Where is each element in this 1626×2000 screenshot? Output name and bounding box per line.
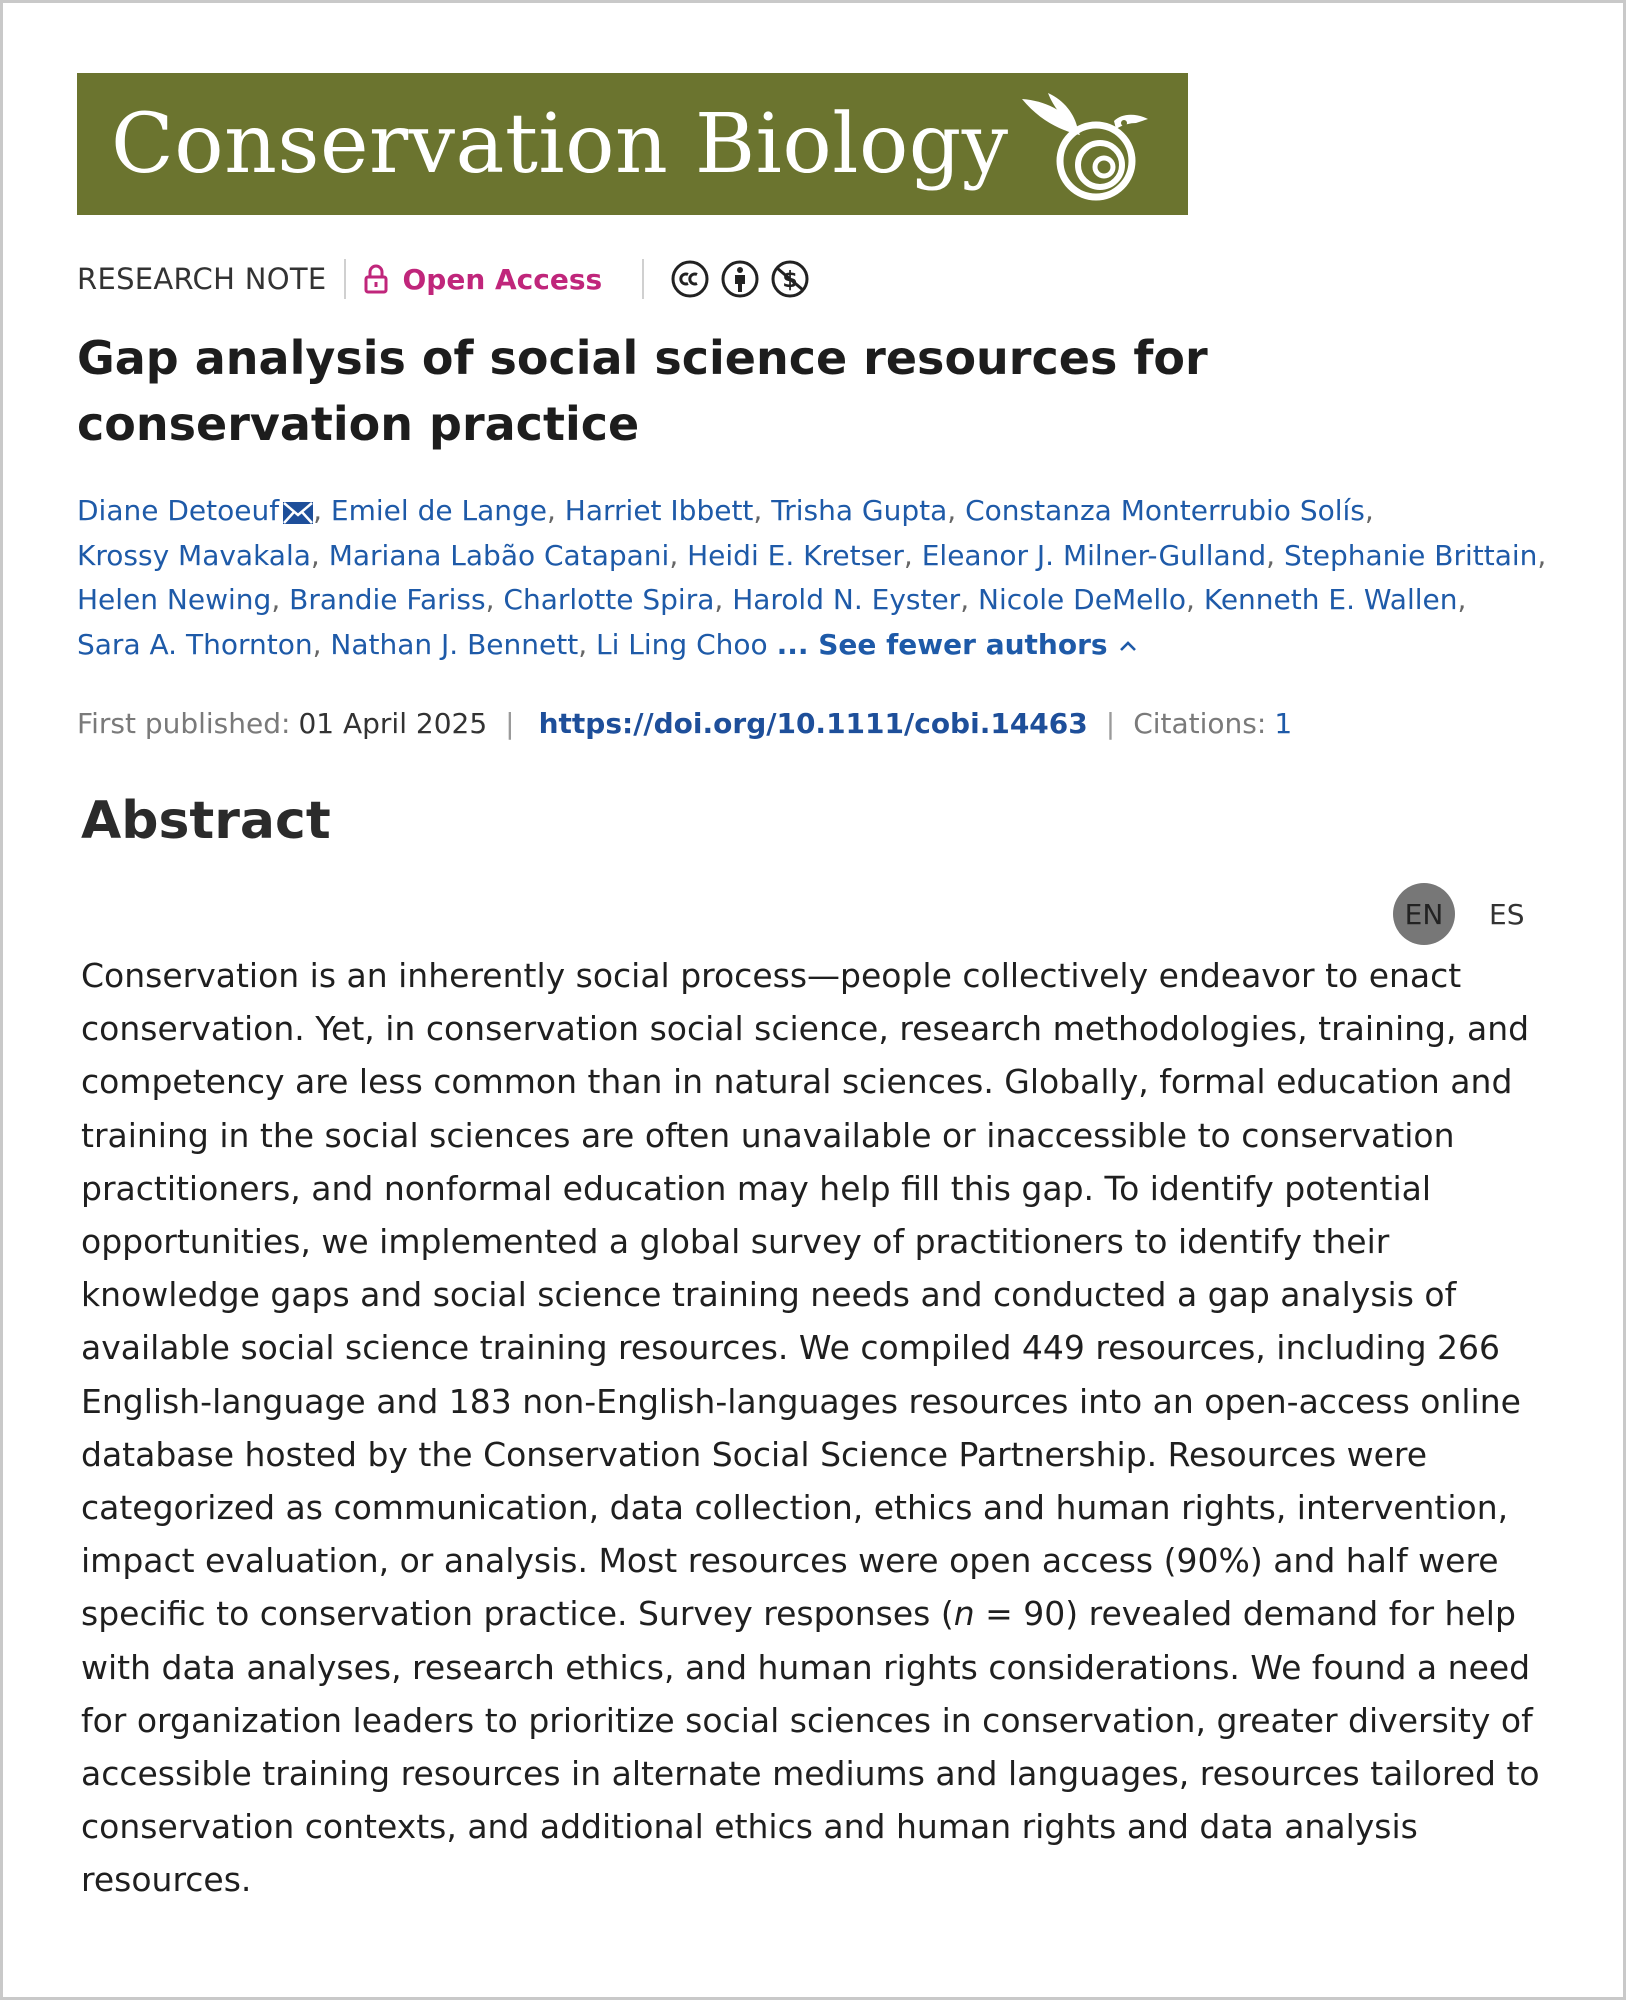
citations-label: Citations: xyxy=(1133,706,1267,740)
divider xyxy=(642,259,644,299)
author-separator: , xyxy=(485,583,504,616)
author-separator: , xyxy=(1364,494,1374,527)
author-line xyxy=(77,623,1597,668)
author-separator: , xyxy=(947,494,966,527)
author-link[interactable]: Sara A. Thornton xyxy=(77,627,313,661)
email-icon[interactable] xyxy=(283,502,313,524)
author-separator: , xyxy=(903,538,922,572)
attribution-icon[interactable] xyxy=(720,259,760,299)
author-link[interactable]: Nathan J. Bennett xyxy=(330,627,579,661)
author-separator: , xyxy=(312,627,331,661)
author-separator: , xyxy=(578,627,597,661)
cc-icon[interactable] xyxy=(670,259,710,299)
author-link[interactable]: Kenneth E. Wallen xyxy=(1203,583,1458,616)
author-separator: , xyxy=(960,583,979,616)
author-separator: , xyxy=(310,538,329,572)
author-separator: , xyxy=(271,583,290,616)
author-link[interactable]: Trisha Gupta xyxy=(771,494,948,527)
language-en-button[interactable]: EN xyxy=(1393,883,1455,945)
divider: | xyxy=(505,706,515,740)
license-icons[interactable] xyxy=(670,259,810,299)
author-link[interactable]: Charlotte Spira xyxy=(503,583,715,616)
article-title: Gap analysis of social science resources for conservation practice xyxy=(77,331,1208,451)
publication-info xyxy=(77,701,1292,745)
author-link[interactable]: Nicole DeMello xyxy=(978,583,1187,616)
author-link[interactable]: Harriet Ibbett xyxy=(564,494,754,527)
author-link[interactable]: Helen Newing xyxy=(77,583,272,616)
author-link[interactable]: Constanza Monterrubio Solís xyxy=(965,494,1365,527)
author-line xyxy=(77,489,1597,534)
author-link[interactable]: Harold N. Eyster xyxy=(732,583,961,616)
abstract-text-part: Conservation is an inherently social process—people collectively endeavor to enact conservation. Yet, in conservation social science, research methodologies, training, and competency are less common than in natural sciences. Globally, formal education and training in the social sciences are often unavailable or inaccessible to conservation practitioners, and nonformal education may help fill this gap. To identify potential opportunities, we implemented a global survey of practitioners to identify their knowledge gaps and social science training needs and conducted a gap analysis of available social science training resources. We compiled 449 resources, including 266 English-language and 183 non-English-languages resources into an open-access online database hosted by the Conservation Social Science Partnership. Resources were categorized as communication, data collection, ethics and human rights, intervention, impact evaluation, or analysis. Most resources were open access (90%) and half were specific to conservation practice. Survey responses ( xyxy=(81,956,1530,1634)
bird-nautilus-logo-icon xyxy=(1018,87,1158,203)
abstract-text xyxy=(81,949,1551,1907)
author-separator: , xyxy=(1537,538,1547,572)
author-link[interactable]: Krossy Mavakala xyxy=(77,538,311,572)
author-separator: , xyxy=(1457,583,1467,616)
author-separator: , xyxy=(1266,538,1284,572)
author-line xyxy=(77,578,1597,623)
author-separator: , xyxy=(313,494,331,527)
journal-banner[interactable] xyxy=(77,73,1188,215)
doi-link[interactable]: https://doi.org/10.1111/cobi.14463 xyxy=(538,706,1088,740)
svg-text:$: $ xyxy=(782,268,798,293)
author-separator: , xyxy=(714,583,733,616)
author-link[interactable]: Eleanor J. Milner-Gulland xyxy=(921,538,1267,572)
author-separator: , xyxy=(1186,583,1204,616)
author-link[interactable]: Diane Detoeuf xyxy=(77,494,280,527)
author-link[interactable]: Emiel de Lange xyxy=(330,494,547,527)
abstract-text-part: = 90) revealed demand for help with data analyses, research ethics, and human rights considerations. We found a need for organization leaders to prioritize social sciences in conservation, greater diversity of accessible training resources in alternate mediums and languages, resources tailored to conservation contexts, and additional ethics and human rights and data analysis resources. xyxy=(81,1594,1540,1900)
chevron-up-icon[interactable] xyxy=(1118,639,1138,653)
author-link[interactable]: Heidi E. Kretser xyxy=(687,538,904,572)
author-link[interactable]: Li Ling Choo xyxy=(596,627,768,661)
abstract-language-switch xyxy=(1393,883,1524,945)
abstract-heading: Abstract xyxy=(81,791,331,851)
language-es-button[interactable]: ES xyxy=(1489,897,1525,931)
sample-size-symbol: n xyxy=(953,1594,975,1634)
author-link[interactable]: Stephanie Brittain xyxy=(1283,538,1538,572)
first-published-date: 01 April 2025 xyxy=(298,706,488,740)
article-type: RESEARCH NOTE xyxy=(77,262,327,296)
see-fewer-authors-button[interactable]: ... See fewer authors xyxy=(776,627,1108,661)
citations-count[interactable]: 1 xyxy=(1274,706,1293,740)
author-separator: , xyxy=(669,538,688,572)
author-link[interactable]: Mariana Labão Catapani xyxy=(328,538,670,572)
journal-title: Conservation Biology xyxy=(111,96,1009,192)
noncommercial-icon[interactable] xyxy=(770,259,810,299)
open-access-label: Open Access xyxy=(402,262,603,296)
article-meta-row xyxy=(77,255,810,303)
author-list xyxy=(77,489,1597,667)
first-published-label: First published: xyxy=(77,706,291,740)
lock-open-icon xyxy=(364,264,388,294)
author-line xyxy=(77,534,1597,579)
divider xyxy=(344,259,346,299)
author-link[interactable]: Brandie Fariss xyxy=(289,583,486,616)
author-separator: , xyxy=(753,494,772,527)
author-separator: , xyxy=(546,494,565,527)
open-access-badge[interactable] xyxy=(364,263,602,296)
divider: | xyxy=(1105,706,1116,740)
